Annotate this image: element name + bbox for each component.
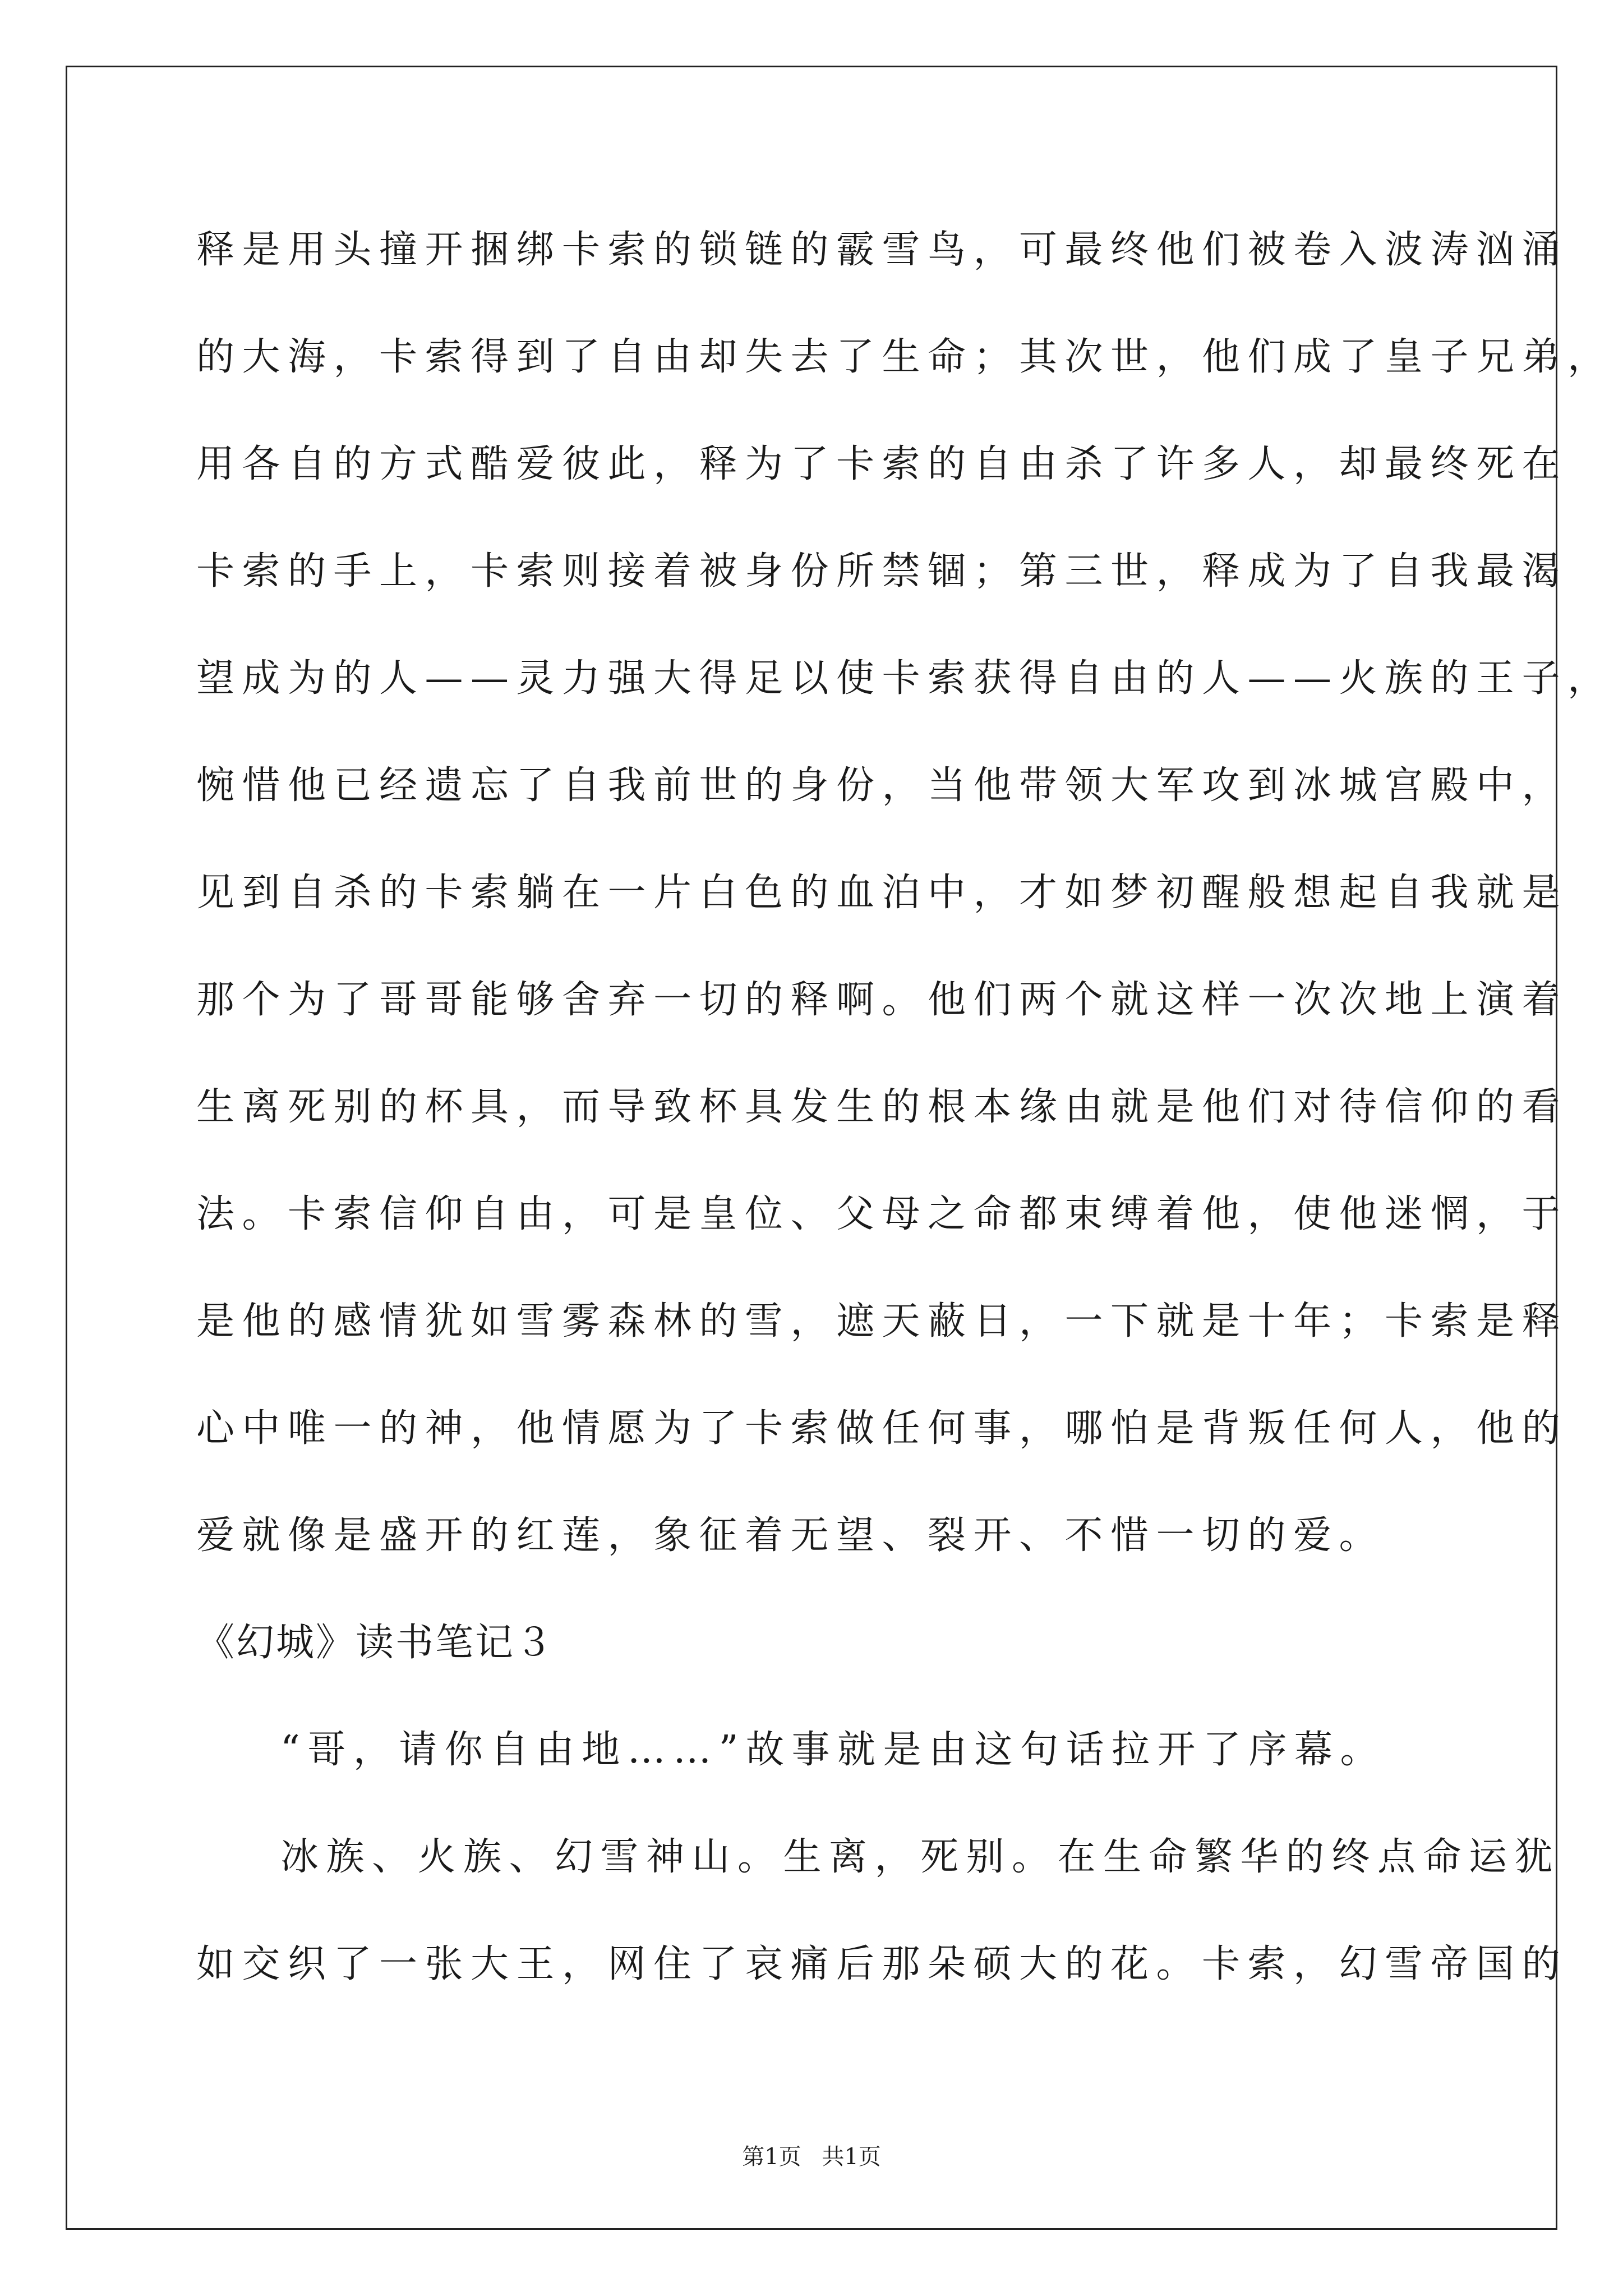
- text-line: 爱就像是盛开的红莲，象征着无望、裂开、不惜一切的爱。: [196, 1513, 1385, 1558]
- text-line: 如交织了一张大王，网住了哀痛后那朵硕大的花。卡索，幻雪帝国的: [196, 1942, 1568, 1986]
- text-line: 心中唯一的神，他情愿为了卡索做任何事，哪怕是背叛任何人，他的: [196, 1406, 1568, 1451]
- page-footer: [0, 2139, 1623, 2171]
- page-number: 第1页: [742, 2144, 801, 2170]
- text-line: 惋惜他已经遗忘了自我前世的身份，当他带领大军攻到冰城宫殿中，: [196, 763, 1568, 808]
- text-line: 望成为的人——灵力强大得足以使卡索获得自由的人——火族的王子，: [196, 656, 1613, 701]
- text-line: 是他的感情犹如雪雾森林的雪，遮天蔽日，一下就是十年；卡索是释: [196, 1299, 1568, 1343]
- text-line: 释是用头撞开捆绑卡索的锁链的霰雪鸟，可最终他们被卷入波涛汹涌: [196, 228, 1568, 272]
- section-heading: 《幻城》读书笔记３: [196, 1621, 555, 1665]
- text-line: 的大海，卡索得到了自由却失去了生命；其次世，他们成了皇子兄弟，: [196, 335, 1613, 379]
- page-total: 共1页: [822, 2144, 881, 2170]
- text-line: 那个为了哥哥能够舍弃一切的释啊。他们两个就这样一次次地上演着: [196, 978, 1568, 1022]
- text-line: 见到自杀的卡索躺在一片白色的血泊中，才如梦初醒般想起自我就是: [196, 871, 1568, 915]
- page-border: [66, 66, 1557, 2230]
- text-line: 用各自的方式酷爱彼此，释为了卡索的自由杀了许多人，却最终死在: [196, 442, 1568, 486]
- paragraph-opening: “哥，请你自由地……”故事就是由这句话拉开了序幕。: [280, 1728, 1386, 1772]
- text-line: 生离死别的杯具，而导致杯具发生的根本缘由就是他们对待信仰的看: [196, 1085, 1568, 1129]
- text-line: 冰族、火族、幻雪神山。生离，死别。在生命繁华的终点命运犹: [280, 1835, 1561, 1879]
- text-line: 法。卡索信仰自由，可是皇位、父母之命都束缚着他，使他迷惘，于: [196, 1192, 1568, 1236]
- text-line: 卡索的手上，卡索则接着被身份所禁锢；第三世，释成为了自我最渴: [196, 549, 1568, 593]
